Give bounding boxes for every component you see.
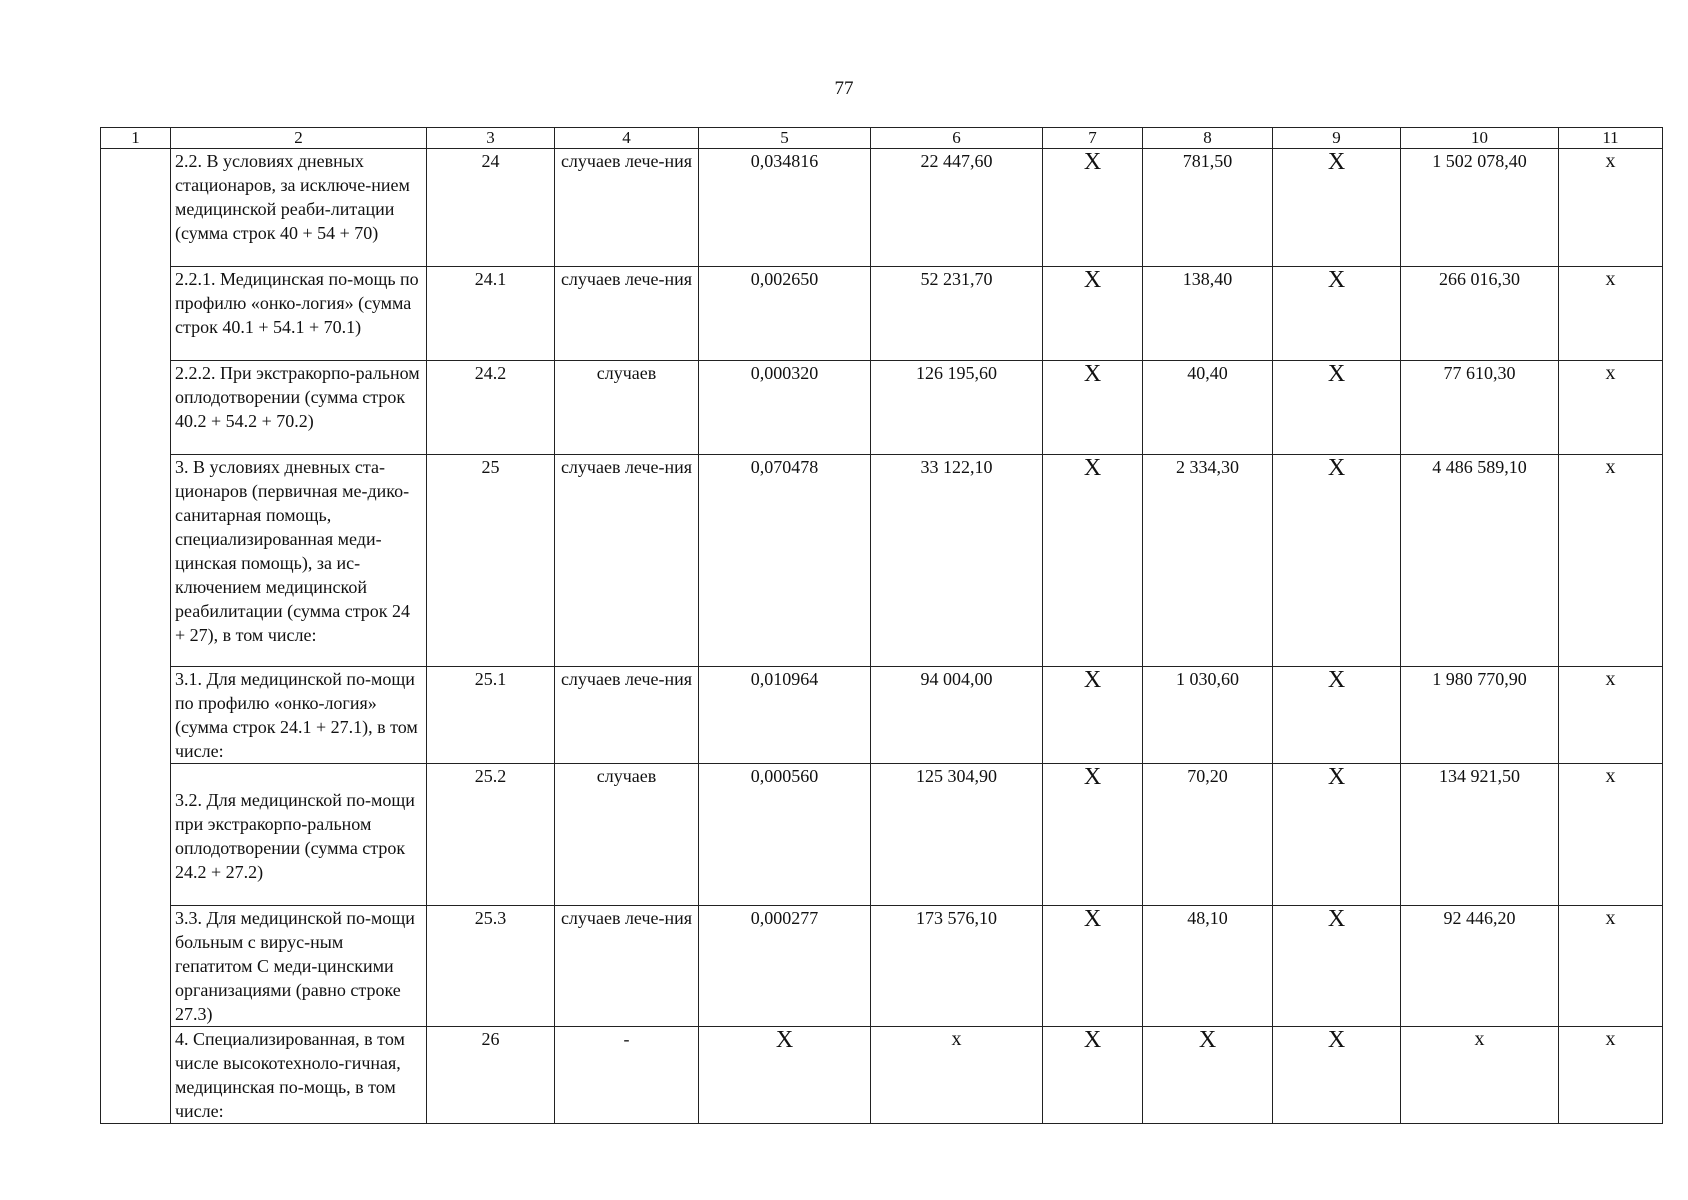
row-col11: x <box>1559 667 1663 764</box>
row-col10: x <box>1401 1027 1559 1124</box>
table-row <box>101 455 1663 667</box>
row-label: 2.2.1. Медицинская по-мощь по профилю «онко-логия» (сумма строк 40.1 + 54.1 + 70.1) <box>171 267 427 361</box>
row-label-text: 3.2. Для медицинской по-мощи при экстракорпо-ральном оплодотворении (сумма строк 24.2 + 27.2) <box>175 790 415 882</box>
table-row <box>101 361 1663 455</box>
row-col5: X <box>699 1027 871 1124</box>
table-row <box>101 1027 1663 1124</box>
row-label: 2.2. В условиях дневных стационаров, за исключе-нием медицинской реаби-литации (сумма строк 40 + 54 + 70) <box>171 149 427 267</box>
row-col7: X <box>1043 667 1143 764</box>
row-col10: 134 921,50 <box>1401 764 1559 906</box>
row-col9: X <box>1273 764 1401 906</box>
row-col8: 48,10 <box>1143 906 1273 1027</box>
header-cell: 6 <box>871 128 1043 149</box>
row-col8: X <box>1143 1027 1273 1124</box>
header-cell: 4 <box>555 128 699 149</box>
row-col5: 0,002650 <box>699 267 871 361</box>
row-col7: X <box>1043 1027 1143 1124</box>
row-col8: 781,50 <box>1143 149 1273 267</box>
row-line-number: 24.1 <box>427 267 555 361</box>
row-col10: 92 446,20 <box>1401 906 1559 1027</box>
header-cell: 7 <box>1043 128 1143 149</box>
row-label: 2.2.2. При экстракорпо-ральном оплодотворении (сумма строк 40.2 + 54.2 + 70.2) <box>171 361 427 455</box>
row-col8: 2 334,30 <box>1143 455 1273 667</box>
row-unit: случаев лече-ния <box>555 667 699 764</box>
row-line-number: 25.2 <box>427 764 555 906</box>
row-col10: 4 486 589,10 <box>1401 455 1559 667</box>
row-col9: X <box>1273 455 1401 667</box>
header-cell: 9 <box>1273 128 1401 149</box>
row-line-number: 25.3 <box>427 906 555 1027</box>
row-unit: случаев лече-ния <box>555 455 699 667</box>
row-line-number: 26 <box>427 1027 555 1124</box>
row-col9: X <box>1273 1027 1401 1124</box>
row-col8: 1 030,60 <box>1143 667 1273 764</box>
row-col9: X <box>1273 906 1401 1027</box>
page-number: 77 <box>834 78 854 99</box>
row-label: 3. В условиях дневных ста-ционаров (первичная ме-дико-санитарная помощь, специализированная меди-цинская помощь), за ис-ключением медицинской реабилитации (сумма строк 24 + 27), в том числе: <box>171 455 427 667</box>
header-cell: 5 <box>699 128 871 149</box>
header-cell: 3 <box>427 128 555 149</box>
header-row <box>101 128 1663 149</box>
data-table <box>100 127 1663 1124</box>
row-col5: 0,010964 <box>699 667 871 764</box>
row-label: 4. Специализированная, в том числе высокотехноло-гичная, медицинская по-мощь, в том числе: <box>171 1027 427 1124</box>
row-col8: 138,40 <box>1143 267 1273 361</box>
row-unit: - <box>555 1027 699 1124</box>
row-col10: 266 016,30 <box>1401 267 1559 361</box>
row-col5: 0,070478 <box>699 455 871 667</box>
row-col9: X <box>1273 361 1401 455</box>
row-col5: 0,000560 <box>699 764 871 906</box>
header-cell: 8 <box>1143 128 1273 149</box>
row-col6: 22 447,60 <box>871 149 1043 267</box>
table-row <box>101 667 1663 764</box>
row-label: 3.3. Для медицинской по-мощи больным с вирус-ным гепатитом С меди-цинскими организациями (равно строке 27.3) <box>171 906 427 1027</box>
row-unit: случаев лече-ния <box>555 267 699 361</box>
row-col5: 0,000320 <box>699 361 871 455</box>
table-row <box>101 906 1663 1027</box>
row-label: 3.1. Для медицинской по-мощи по профилю «онко-логия» (сумма строк 24.1 + 27.1), в том числе: <box>171 667 427 764</box>
header-cell: 10 <box>1401 128 1559 149</box>
header-cell: 2 <box>171 128 427 149</box>
row-col5: 0,034816 <box>699 149 871 267</box>
row-col7: X <box>1043 149 1143 267</box>
row-line-number: 24 <box>427 149 555 267</box>
row-line-number: 25 <box>427 455 555 667</box>
row-label <box>171 764 427 906</box>
row-col6: 125 304,90 <box>871 764 1043 906</box>
header-cell: 1 <box>101 128 171 149</box>
row-col11: x <box>1559 764 1663 906</box>
row-col11: x <box>1559 267 1663 361</box>
row-line-number: 24.2 <box>427 361 555 455</box>
row-col7: X <box>1043 361 1143 455</box>
row-unit: случаев лече-ния <box>555 149 699 267</box>
row-col9: X <box>1273 267 1401 361</box>
row-col10: 1 502 078,40 <box>1401 149 1559 267</box>
header-cell: 11 <box>1559 128 1663 149</box>
row-col7: X <box>1043 455 1143 667</box>
row-col6: 94 004,00 <box>871 667 1043 764</box>
row-col6: 126 195,60 <box>871 361 1043 455</box>
row-col6: x <box>871 1027 1043 1124</box>
row-col7: X <box>1043 267 1143 361</box>
row-col6: 33 122,10 <box>871 455 1043 667</box>
row-line-number: 25.1 <box>427 667 555 764</box>
row-col11: x <box>1559 455 1663 667</box>
row-unit: случаев лече-ния <box>555 906 699 1027</box>
row-unit: случаев <box>555 361 699 455</box>
row-col11: x <box>1559 906 1663 1027</box>
row-col7: X <box>1043 764 1143 906</box>
row-col11: x <box>1559 1027 1663 1124</box>
table-row <box>101 267 1663 361</box>
row-col8: 40,40 <box>1143 361 1273 455</box>
row-col6: 52 231,70 <box>871 267 1043 361</box>
table-row <box>101 149 1663 267</box>
row-col10: 1 980 770,90 <box>1401 667 1559 764</box>
row-col7: X <box>1043 906 1143 1027</box>
row-col6: 173 576,10 <box>871 906 1043 1027</box>
column-1-cell <box>101 149 171 1124</box>
row-col11: x <box>1559 361 1663 455</box>
table-row <box>101 764 1663 906</box>
row-col10: 77 610,30 <box>1401 361 1559 455</box>
row-col5: 0,000277 <box>699 906 871 1027</box>
row-unit: случаев <box>555 764 699 906</box>
row-col9: X <box>1273 667 1401 764</box>
row-col11: x <box>1559 149 1663 267</box>
row-col8: 70,20 <box>1143 764 1273 906</box>
row-col9: X <box>1273 149 1401 267</box>
